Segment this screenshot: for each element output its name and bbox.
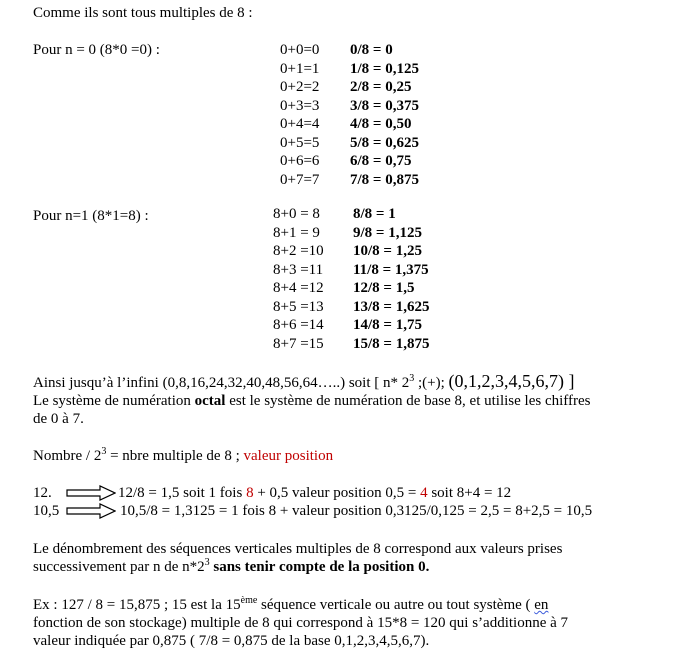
ex127-sup: ème: [240, 595, 258, 606]
nombre-sup: 3: [101, 446, 107, 457]
octal-line-1: [33, 392, 591, 410]
denombrement-b: sans tenir compte de la position 0.: [209, 559, 430, 575]
ex127-en: en: [534, 597, 549, 613]
nombre-a: Nombre / 2: [33, 448, 102, 464]
section1-label: Pour n = 0 (8*0 =0) :: [33, 42, 160, 58]
row-result: 12/8 = 1,5: [353, 280, 415, 296]
arrow-right-icon: [66, 485, 116, 501]
row-result: 6/8 = 0,75: [350, 153, 412, 169]
row-result: 15/8 = 1,875: [353, 335, 430, 352]
row-expression: 8+3 =11: [273, 261, 324, 278]
ex127-b: séquence verticale ou autre ou tout système (: [257, 597, 535, 613]
denombrement-sup: 3: [204, 557, 210, 568]
octal-a: Le système de numération: [33, 393, 195, 409]
row-expression: 8+5 =13: [273, 298, 324, 315]
ex105-text: 10,5/8 = 1,3125 = 1 fois 8 + valeur position 0,3125/0,125 = 2,5 = 8+2,5 = 10,5: [120, 503, 593, 519]
row-result: 13/8 = 1,625: [353, 298, 430, 315]
row-result: 7/8 = 0,875: [350, 171, 419, 188]
arrow-right-icon: [66, 503, 116, 519]
ex127-line-1: [33, 596, 548, 614]
row-expression: 0+7=7: [280, 171, 320, 188]
row-expression: 0+5=5: [280, 134, 320, 151]
ex12-left: 12.: [33, 485, 52, 501]
denombrement-line-2: [33, 558, 429, 576]
intro-text: Comme ils sont tous multiples de 8 :: [33, 5, 253, 21]
row-result: 10/8 = 1,25: [353, 243, 422, 259]
row-result: 2/8 = 0,25: [350, 79, 412, 95]
denombrement-line-1: Le dénombrement des séquences verticales multiples de 8 correspond aux valeurs prises: [33, 541, 563, 557]
infini-sup: 3: [409, 373, 415, 384]
row-expression: 8+1 = 9: [273, 224, 320, 241]
ex12-red2: 4: [420, 485, 428, 501]
row-result: 5/8 = 0,625: [350, 134, 419, 151]
row-expression: 0+6=6: [280, 153, 320, 169]
row-result: 8/8 = 1: [353, 206, 396, 222]
row-result: 3/8 = 0,375: [350, 97, 419, 114]
row-expression: 0+4=4: [280, 116, 320, 132]
row-result: 14/8 = 1,75: [353, 317, 422, 333]
ex12-c: soit 8+4 = 12: [427, 485, 512, 501]
infini-line: [33, 372, 575, 392]
row-result: 4/8 = 0,50: [350, 116, 412, 132]
row-expression: 8+0 = 8: [273, 206, 320, 222]
octal-line-2: de 0 à 7.: [33, 411, 84, 427]
row-expression: 8+4 =12: [273, 280, 324, 296]
section2-label: Pour n=1 (8*1=8) :: [33, 208, 149, 224]
row-expression: 0+0=0: [280, 42, 320, 58]
nombre-red: valeur position: [243, 448, 334, 464]
row-expression: 8+2 =10: [273, 243, 324, 259]
octal-b: octal: [194, 393, 226, 409]
row-expression: 0+3=3: [280, 97, 320, 114]
row-expression: 0+1=1: [280, 60, 320, 77]
ex105-left: 10,5: [33, 503, 60, 519]
row-result: 1/8 = 0,125: [350, 60, 419, 77]
ex127-a: Ex : 127 / 8 = 15,875 ; 15 est la 15: [33, 597, 241, 613]
ex127-line-3: valeur indiquée par 0,875 ( 7/8 = 0,875 de la base 0,1,2,3,4,5,6,7).: [33, 633, 430, 649]
row-expression: 0+2=2: [280, 79, 320, 95]
row-result: 9/8 = 1,125: [353, 224, 422, 241]
denombrement-a: successivement par n de n*2: [33, 559, 205, 575]
row-result: 0/8 = 0: [350, 42, 393, 58]
infini-start: Ainsi jusqu’à l’infini (0,8,16,24,32,40,48,56,64…..) soit [ n* 2: [33, 375, 410, 391]
row-expression: 8+6 =14: [273, 317, 324, 333]
ex12-b: + 0,5 valeur position 0,5 =: [253, 485, 421, 501]
ex12-red1: 8: [246, 485, 254, 501]
nombre-b: = nbre multiple de 8 ;: [106, 448, 244, 464]
row-result: 11/8 = 1,375: [353, 261, 429, 278]
infini-big: (0,1,2,3,4,5,6,7) ]: [448, 371, 575, 391]
ex12-a: 12/8 = 1,5 soit 1 fois: [118, 485, 247, 501]
ex127-line-2: fonction de son stockage) multiple de 8 qui correspond à 15*8 = 120 qui s’additionne à 7: [33, 615, 569, 631]
infini-mid: ;(+);: [414, 375, 449, 391]
octal-c: est le système de numération de base 8, et utilise les chiffres: [225, 393, 591, 409]
row-expression: 8+7 =15: [273, 335, 324, 352]
ex12-text: [118, 484, 511, 502]
nombre-line: [33, 447, 333, 465]
